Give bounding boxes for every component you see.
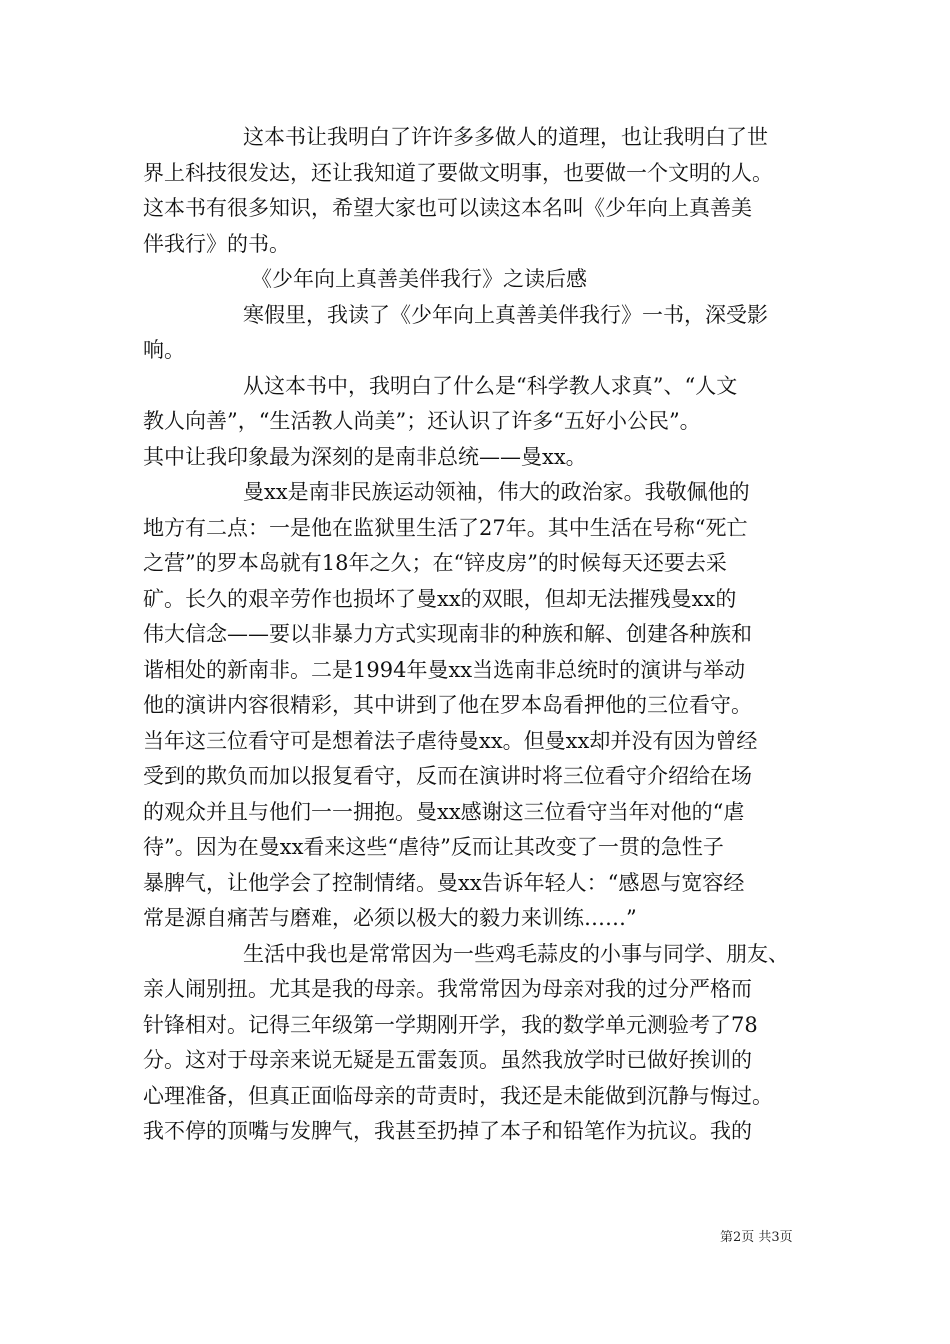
text-line: 的观众并且与他们一一拥抱。曼xx感谢这三位看守当年对他的“虐 (143, 799, 745, 824)
text-line: 暴脾气，让他学会了控制情绪。曼xx告诉年轻人：“感恩与宽容经 (143, 870, 745, 895)
text-line: 心理准备，但真正面临母亲的苛责时，我还是未能做到沉静与悔过。 (143, 1083, 773, 1108)
text-line: 分。这对于母亲来说无疑是五雷轰顶。虽然我放学时已做好挨训的 (143, 1048, 752, 1072)
text-line: 之营”的罗本岛就有18年之久；在“锌皮房”的时候每天还要去采 (143, 551, 727, 575)
text-line: 界上科技很发达，还让我知道了要做文明事，也要做一个文明的人。 (143, 160, 773, 185)
text-line: 针锋相对。记得三年级第一学期刚开学，我的数学单元测验考了78 (143, 1012, 758, 1037)
document-body (143, 120, 813, 1150)
text-line: 常是源自痛苦与磨难，必须以极大的毅力来训练……” (143, 906, 637, 930)
text-line: 地方有二点：一是他在监狱里生活了27年。其中生活在号称“死亡 (143, 515, 748, 540)
text-line: 亲人闹别扭。尤其是我的母亲。我常常因为母亲对我的过分严格而 (143, 977, 752, 1001)
page-number: 第2页 共3页 (720, 1230, 793, 1245)
text-line: 当年这三位看守可是想着法子虐待曼xx。但曼xx却并没有因为曾经 (143, 728, 758, 753)
text-line: 教人向善”，“生活教人尚美”；还认识了许多“五好小公民”。 (143, 409, 701, 433)
text-line: 曼xx是南非民族运动领袖，伟大的政治家。我敬佩他的 (243, 480, 750, 504)
text-line: 寒假里，我读了《少年向上真善美伴我行》一书，深受影 (243, 302, 768, 327)
text-line: 谐相处的新南非。二是1994年曼xx当选南非总统时的演讲与举动 (143, 657, 746, 682)
text-line: 这本书让我明白了许许多多做人的道理，也让我明白了世 (243, 125, 768, 149)
text-line: 矿。长久的艰辛劳作也损坏了曼xx的双眼，但却无法摧残曼xx的 (143, 586, 737, 611)
text-line: 这本书有很多知识，希望大家也可以读这本名叫《少年向上真善美 (143, 196, 752, 220)
text-line: 他的演讲内容很精彩，其中讲到了他在罗本岛看押他的三位看守。 (143, 693, 752, 717)
text-line: 伟大信念——要以非暴力方式实现南非的种族和解、创建各种族和 (143, 622, 752, 646)
text-line: 从这本书中，我明白了什么是“科学教人求真”、“人文 (243, 373, 738, 398)
section-title: 《少年向上真善美伴我行》之读后感 (251, 267, 587, 291)
text-line: 待”。因为在曼xx看来这些“虐待”反而让其改变了一贯的急性子 (143, 835, 724, 859)
text-line: 响。 (143, 338, 185, 362)
text-line: 生活中我也是常常因为一些鸡毛蒜皮的小事与同学、朋友、 (243, 941, 789, 966)
text-line: 我不停的顶嘴与发脾气，我甚至扔掉了本子和铅笔作为抗议。我的 (143, 1119, 752, 1143)
text-line: 伴我行》的书。 (143, 231, 290, 256)
text-line: 受到的欺负而加以报复看守，反而在演讲时将三位看守介绍给在场 (143, 764, 752, 788)
text-line: 其中让我印象最为深刻的是南非总统——曼xx。 (143, 444, 587, 469)
